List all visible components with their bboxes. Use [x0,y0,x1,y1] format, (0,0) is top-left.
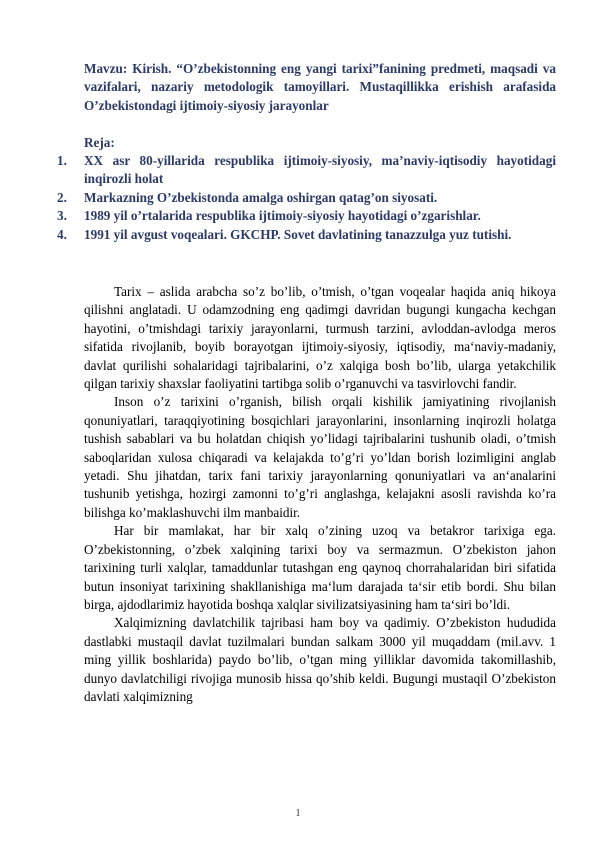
paragraph: Xalqimizning davlatchilik tajribasi ham boy va qadimiy. O’zbekiston hududida dastlabki mustaqil davlat tuzilmalari bundan salkam 3000 yil muqaddam (mil.avv. 1 ming yillik boshlarida) paydo bo’lib, o’tgan ming yilliklar davomida takomillashib, dunyo davlatchiligi rivojiga munosib hissa qo’shib keldi. Bugungi mustaqil O’zbekiston davlati xalqimizning [84,615,556,704]
plan-item-number: 1. [57,153,67,168]
topic-heading: Mavzu: Kirish. “O’zbekistonning eng yangi tarixi”fanining predmeti, maqsadi va vazifalari, nazariy metodologik tamoyillari. Mustaqillikka erishish arafasida O’zbekistondagi ijtimoiy-siyosiy jarayonlar [84,61,556,113]
plan-item [57,207,556,225]
plan-item-text: 1989 yil o’rtalarida respublika ijtimoiy-siyosiy hayotidagi o’zgarishlar. [84,208,481,224]
plan-item [57,189,556,207]
plan-list [57,152,556,244]
plan-item-number: 4. [57,226,67,242]
plan-label: Reja: [84,135,115,150]
plan-item-number: 2. [57,189,67,205]
plan-item-text: Markazning O’zbekistonda amalga oshirgan qatag’on siyosati. [84,189,438,205]
plan-item-text: XX asr 80-yillarida respublika ijtimoiy-siyosiy, ma’naviy-iqtisodiy hayotidagi inqirozli holat [84,153,556,187]
page-number: 1 [295,808,301,819]
plan-item-number: 3. [57,208,67,224]
paragraph: Har bir mamlakat, har bir xalq o’zining uzoq va betakror tarixiga ega. O’zbekistonning, o’zbek xalqining tarixi boy va sermazmun. O’zbekiston jahon tarixining turli xalqlar, tamaddunlar tutashgan eng qaynoq chorrahalaridan biri sifatida butun insoniyat tarixining shakllanishiga ma‘lum darajada ta‘sir etib bordi. Shu bilan birga, ajdodlarimiz hayotida boshqa xalqlar sivilizatsiyasining ham ta‘siri bo’ldi. [84,523,556,612]
body-text [84,283,556,706]
plan-item-text: 1991 yil avgust voqealari. GKCHP. Sovet davlatining tanazzulga yuz tutishi. [84,226,512,242]
paragraph: Tarix – aslida arabcha so’z bo’lib, o’tmish, o’tgan voqealar haqida aniq hikoya qilishni anglatadi. U odamzodning eng qadimgi davridan bugungi kungacha kechgan hayotini, o’tmishdagi tarixiy jarayonlarni, turmush tarzini, avloddan-avlodga meros sifatida rivojlanib, boyib borayotgan ijtimoiy-siyosiy, iqtisodiy, ma‘naviy-madaniy, davlat qurilishi sohalaridagi tajribalarini, o’z xalqiga bosh bo’lib, ularga yetakchilik qilgan tarixiy shaxslar faoliyatini tartibga solib o’rganuvchi va tasvirlovchi fandir. [84,284,556,392]
paragraph: Inson o’z tarixini o’rganish, bilish orqali kishilik jamiyatining rivojlanish qonuniyatlari, taraqqiyotining bosqichlari jarayonlarini, insonlarning inqirozli holatga tushish sabablari va bu holatdan chiqish yo’lidagi tajribalarini tushunib oladi, o’tmish saboqlaridan xulosa chiqaradi va kelajakda to’g’ri yo’ldan borish lozimligini anglab yetadi. Shu jihatdan, tarix fani tarixiy jarayonlarning qonuniyatlari va an‘analarini tushunib yetishga, hozirgi zamonni to’g’ri anglashga, kelajakni asosli ravishda ko’ra bilishga ko’maklashuvchi ilm manbaidir. [84,394,556,520]
plan-item [57,152,556,189]
plan-item [57,226,556,244]
